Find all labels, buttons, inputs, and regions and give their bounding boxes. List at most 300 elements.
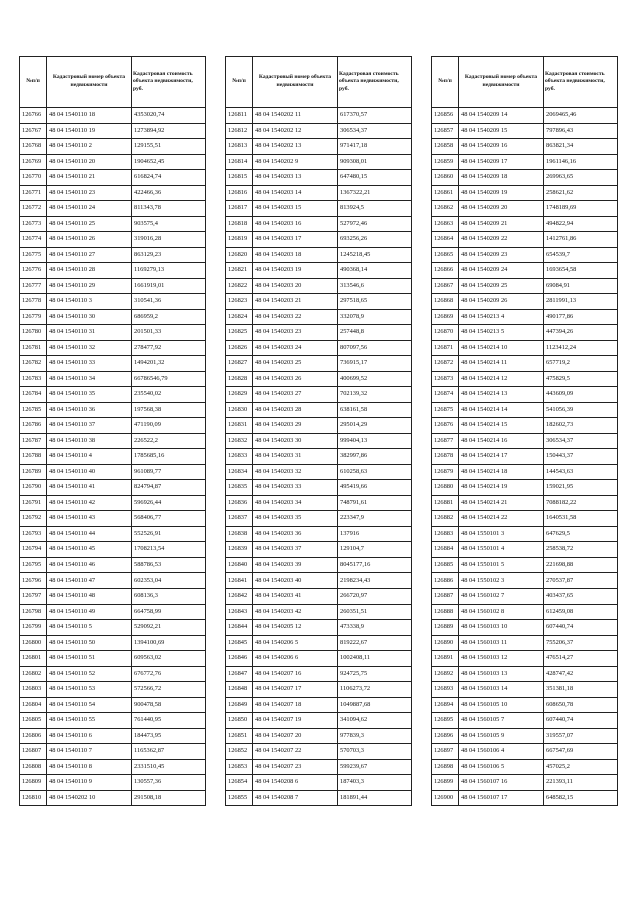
row-number: 126824: [226, 309, 253, 325]
cadastral-cost: 572566,72: [132, 682, 206, 698]
cadastral-number: 48 04 1540110 44: [47, 526, 132, 542]
table-row: [432, 635, 618, 651]
row-number: 126790: [20, 480, 47, 496]
row-number: 126775: [20, 247, 47, 263]
cadastral-cost: 647480,15: [338, 170, 412, 186]
cadastral-cost: 1412761,86: [544, 232, 618, 248]
row-number: 126818: [226, 216, 253, 232]
row-number: 126816: [226, 185, 253, 201]
row-number: 126887: [432, 588, 459, 604]
table-row: [20, 449, 206, 465]
table-row: [226, 557, 412, 573]
cadastral-cost: 1693654,58: [544, 263, 618, 279]
row-number: 126871: [432, 340, 459, 356]
cadastral-number: 48 04 1540214 12: [459, 371, 544, 387]
cadastral-number: 48 04 1540110 5: [47, 620, 132, 636]
table-row: [432, 666, 618, 682]
cadastral-cost: 1494201,32: [132, 356, 206, 372]
cadastral-number: 48 04 1540203 14: [253, 185, 338, 201]
header-num: №п/п: [20, 57, 47, 108]
table-row: [226, 604, 412, 620]
table-row: [432, 744, 618, 760]
cadastral-number: 48 04 1540207 16: [253, 666, 338, 682]
cadastral-number: 48 04 1540214 21: [459, 495, 544, 511]
row-number: 126833: [226, 449, 253, 465]
table-row: [20, 216, 206, 232]
row-number: 126890: [432, 635, 459, 651]
cadastral-number: 48 04 1540110 3: [47, 294, 132, 310]
row-number: 126777: [20, 278, 47, 294]
table-row: [432, 216, 618, 232]
cadastral-cost: 69084,91: [544, 278, 618, 294]
table-row: [432, 185, 618, 201]
cadastral-number: 48 04 1540203 22: [253, 309, 338, 325]
cadastral-cost: 654539,7: [544, 247, 618, 263]
cadastral-number: 48 04 1560103 13: [459, 666, 544, 682]
cadastral-cost: 187403,3: [338, 775, 412, 791]
table-row: [432, 247, 618, 263]
table-row: [432, 620, 618, 636]
cadastral-number: 48 04 1540110 38: [47, 433, 132, 449]
cadastral-number: 48 04 1540203 35: [253, 511, 338, 527]
row-number: 126815: [226, 170, 253, 186]
table-row: [226, 713, 412, 729]
table-header: [20, 57, 206, 108]
cadastral-number: 48 04 1540203 21: [253, 294, 338, 310]
cadastral-cost: 297518,65: [338, 294, 412, 310]
cadastral-cost: 1708213,54: [132, 542, 206, 558]
table-row: [226, 728, 412, 744]
table-row: [226, 201, 412, 217]
row-number: 126832: [226, 433, 253, 449]
table-row: [226, 511, 412, 527]
row-number: 126810: [20, 790, 47, 806]
table-row: [226, 232, 412, 248]
table-row: [226, 123, 412, 139]
cadastral-number: 48 04 1540110 52: [47, 666, 132, 682]
cadastral-cost: 761440,95: [132, 713, 206, 729]
row-number: 126830: [226, 402, 253, 418]
table-row: [20, 464, 206, 480]
row-number: 126885: [432, 557, 459, 573]
table-row: [20, 185, 206, 201]
cadastral-cost: 182602,73: [544, 418, 618, 434]
cadastral-number: 48 04 1540209 14: [459, 108, 544, 124]
row-number: 126807: [20, 744, 47, 760]
table-row: [226, 464, 412, 480]
cadastral-cost: 473338,9: [338, 620, 412, 636]
cadastral-number: 48 04 1540203 18: [253, 247, 338, 263]
table-row: [432, 728, 618, 744]
row-number: 126817: [226, 201, 253, 217]
row-number: 126882: [432, 511, 459, 527]
cadastral-cost: 310541,36: [132, 294, 206, 310]
cadastral-cost: 1661919,01: [132, 278, 206, 294]
cadastral-number: 48 04 1560102 8: [459, 604, 544, 620]
cadastral-cost: 181891,44: [338, 790, 412, 806]
cadastral-number: 48 04 1540207 18: [253, 697, 338, 713]
cadastral-cost: 664758,99: [132, 604, 206, 620]
cadastral-number: 48 04 1540110 37: [47, 418, 132, 434]
row-number: 126793: [20, 526, 47, 542]
cadastral-cost: 260351,51: [338, 604, 412, 620]
cadastral-number: 48 04 1540209 16: [459, 139, 544, 155]
cadastral-cost: 755206,37: [544, 635, 618, 651]
cadastral-number: 48 04 1540110 30: [47, 309, 132, 325]
cadastral-cost: 608136,3: [132, 588, 206, 604]
table-row: [226, 170, 412, 186]
cadastral-number: 48 04 1540203 29: [253, 418, 338, 434]
table-header: [432, 57, 618, 108]
cadastral-cost: 8045177,16: [338, 557, 412, 573]
cadastral-cost: 999404,13: [338, 433, 412, 449]
cadastral-cost: 403437,65: [544, 588, 618, 604]
cadastral-cost: 667547,69: [544, 744, 618, 760]
table-row: [20, 154, 206, 170]
cadastral-number: 48 04 1540110 34: [47, 371, 132, 387]
row-number: 126801: [20, 651, 47, 667]
table-row: [432, 340, 618, 356]
table-row: [20, 604, 206, 620]
cadastral-cost: 813924,5: [338, 201, 412, 217]
cadastral-cost: 961089,77: [132, 464, 206, 480]
table-body: [226, 108, 412, 806]
row-number: 126879: [432, 464, 459, 480]
cadastral-cost: 269963,65: [544, 170, 618, 186]
row-number: 126850: [226, 713, 253, 729]
cadastral-cost: 608650,78: [544, 697, 618, 713]
cadastral-cost: 129155,51: [132, 139, 206, 155]
cadastral-number: 48 04 1540207 19: [253, 713, 338, 729]
row-number: 126766: [20, 108, 47, 124]
table-row: [226, 294, 412, 310]
table-row: [226, 216, 412, 232]
cadastral-cost: 422466,36: [132, 185, 206, 201]
row-number: 126788: [20, 449, 47, 465]
tables-container: [19, 56, 621, 816]
cadastral-cost: 257448,8: [338, 325, 412, 341]
table-row: [20, 588, 206, 604]
cadastral-number: 48 04 1540202 10: [47, 790, 132, 806]
cadastral-number: 48 04 1540209 18: [459, 170, 544, 186]
cadastral-number: 48 04 1540203 32: [253, 464, 338, 480]
cadastral-number: 48 04 1540110 29: [47, 278, 132, 294]
cadastral-number: 48 04 1540110 50: [47, 635, 132, 651]
cadastral-number: 48 04 1540207 22: [253, 744, 338, 760]
cadastral-cost: 596926,44: [132, 495, 206, 511]
cadastral-number: 48 04 1540110 2: [47, 139, 132, 155]
cadastral-number: 48 04 1540110 32: [47, 340, 132, 356]
table-row: [20, 170, 206, 186]
cadastral-cost: 2198234,43: [338, 573, 412, 589]
cadastral-number: 48 04 1540214 18: [459, 464, 544, 480]
cadastral-cost: 266720,97: [338, 588, 412, 604]
row-number: 126804: [20, 697, 47, 713]
table-header: [226, 57, 412, 108]
cadastral-cost: 1165362,87: [132, 744, 206, 760]
table-row: [432, 123, 618, 139]
table-row: [20, 139, 206, 155]
table-row: [432, 759, 618, 775]
table-row: [20, 542, 206, 558]
cadastral-number: 48 04 1540110 48: [47, 588, 132, 604]
row-number: 126785: [20, 402, 47, 418]
table-row: [432, 433, 618, 449]
cadastral-number: 48 04 1540203 30: [253, 433, 338, 449]
cadastral-cost: 129104,7: [338, 542, 412, 558]
cadastral-cost: 201501,33: [132, 325, 206, 341]
row-number: 126825: [226, 325, 253, 341]
cadastral-number: 48 04 1540207 20: [253, 728, 338, 744]
cadastral-number: 48 04 1540203 42: [253, 604, 338, 620]
row-number: 126900: [432, 790, 459, 806]
table-row: [20, 744, 206, 760]
row-number: 126844: [226, 620, 253, 636]
table-row: [432, 775, 618, 791]
cadastral-number: 48 04 1540110 35: [47, 387, 132, 403]
row-number: 126803: [20, 682, 47, 698]
cadastral-cost: 1367322,21: [338, 185, 412, 201]
cadastral-cost: 819222,67: [338, 635, 412, 651]
cadastral-cost: 748791,61: [338, 495, 412, 511]
cadastral-cost: 197568,38: [132, 402, 206, 418]
table-row: [20, 495, 206, 511]
row-number: 126856: [432, 108, 459, 124]
row-number: 126873: [432, 371, 459, 387]
cadastral-number: 48 04 1540213 5: [459, 325, 544, 341]
row-number: 126880: [432, 480, 459, 496]
table-row: [20, 278, 206, 294]
cadastral-cost: 221393,11: [544, 775, 618, 791]
cadastral-number: 48 04 1540203 37: [253, 542, 338, 558]
cadastral-number: 48 04 1540110 55: [47, 713, 132, 729]
cadastral-cost: 223347,9: [338, 511, 412, 527]
table-row: [432, 526, 618, 542]
row-number: 126899: [432, 775, 459, 791]
table-row: [432, 557, 618, 573]
table-row: [20, 123, 206, 139]
row-number: 126875: [432, 402, 459, 418]
cadastral-number: 48 04 1540214 22: [459, 511, 544, 527]
table-row: [432, 139, 618, 155]
row-number: 126878: [432, 449, 459, 465]
cadastral-number: 48 04 1540110 51: [47, 651, 132, 667]
cadastral-number: 48 04 1540110 19: [47, 123, 132, 139]
row-number: 126893: [432, 682, 459, 698]
table-row: [432, 464, 618, 480]
cadastral-number: 48 04 1540202 13: [253, 139, 338, 155]
cadastral-cost: 144543,63: [544, 464, 618, 480]
cadastral-number: 48 04 1560107 17: [459, 790, 544, 806]
table-row: [432, 278, 618, 294]
cadastral-number: 48 04 1550101 4: [459, 542, 544, 558]
cadastral-cost: 1049887,68: [338, 697, 412, 713]
row-number: 126853: [226, 759, 253, 775]
row-number: 126782: [20, 356, 47, 372]
cadastral-cost: 977839,3: [338, 728, 412, 744]
header-cadastral: Кадастровый номер объекта недвижимости: [47, 57, 132, 108]
table-row: [432, 511, 618, 527]
row-number: 126897: [432, 744, 459, 760]
cadastral-number: 48 04 1540202 9: [253, 154, 338, 170]
table-row: [20, 713, 206, 729]
cadastral-number: 48 04 1540203 27: [253, 387, 338, 403]
row-number: 126851: [226, 728, 253, 744]
table-row: [226, 449, 412, 465]
cadastral-number: 48 04 1540209 15: [459, 123, 544, 139]
table-row: [226, 433, 412, 449]
cadastral-number: 48 04 1540110 47: [47, 573, 132, 589]
cadastral-cost: 494822,94: [544, 216, 618, 232]
row-number: 126811: [226, 108, 253, 124]
cadastral-number: 48 04 1540110 42: [47, 495, 132, 511]
row-number: 126823: [226, 294, 253, 310]
table-row: [20, 651, 206, 667]
cadastral-number: 48 04 1540203 17: [253, 232, 338, 248]
table-row: [432, 682, 618, 698]
table-row: [432, 309, 618, 325]
header-cadastral: Кадастровый номер объекта недвижимости: [253, 57, 338, 108]
table-row: [226, 790, 412, 806]
cadastral-number: 48 04 1540203 16: [253, 216, 338, 232]
cadastral-number: 48 04 1540205 12: [253, 620, 338, 636]
cadastral-cost: 184473,95: [132, 728, 206, 744]
cadastral-cost: 291508,18: [132, 790, 206, 806]
row-number: 126792: [20, 511, 47, 527]
row-number: 126841: [226, 573, 253, 589]
table-row: [20, 232, 206, 248]
cadastral-cost: 693256,26: [338, 232, 412, 248]
row-number: 126795: [20, 557, 47, 573]
row-number: 126876: [432, 418, 459, 434]
table-row: [20, 371, 206, 387]
table-row: [226, 666, 412, 682]
cadastral-number: 48 04 1560107 16: [459, 775, 544, 791]
row-number: 126809: [20, 775, 47, 791]
cadastral-cost: 457025,2: [544, 759, 618, 775]
cadastral-number: 48 04 1540203 31: [253, 449, 338, 465]
row-number: 126772: [20, 201, 47, 217]
row-number: 126847: [226, 666, 253, 682]
table-row: [226, 744, 412, 760]
row-number: 126799: [20, 620, 47, 636]
table-row: [432, 790, 618, 806]
cadastral-table-3: [431, 56, 618, 806]
row-number: 126896: [432, 728, 459, 744]
table-row: [432, 697, 618, 713]
table-row: [432, 402, 618, 418]
table-row: [20, 433, 206, 449]
table-row: [226, 371, 412, 387]
cadastral-cost: 686959,2: [132, 309, 206, 325]
table-row: [226, 697, 412, 713]
row-number: 126888: [432, 604, 459, 620]
row-number: 126767: [20, 123, 47, 139]
cadastral-cost: 527972,46: [338, 216, 412, 232]
cadastral-number: 48 04 1540214 10: [459, 340, 544, 356]
cadastral-number: 48 04 1540203 28: [253, 402, 338, 418]
cadastral-cost: 971417,18: [338, 139, 412, 155]
row-number: 126868: [432, 294, 459, 310]
table-row: [20, 697, 206, 713]
cadastral-cost: 332078,9: [338, 309, 412, 325]
cadastral-number: 48 04 1540207 23: [253, 759, 338, 775]
cadastral-number: 48 04 1540209 17: [459, 154, 544, 170]
row-number: 126784: [20, 387, 47, 403]
table-row: [20, 387, 206, 403]
cadastral-cost: 648582,15: [544, 790, 618, 806]
row-number: 126895: [432, 713, 459, 729]
row-number: 126881: [432, 495, 459, 511]
cadastral-number: 48 04 1540203 13: [253, 170, 338, 186]
cadastral-number: 48 04 1540208 7: [253, 790, 338, 806]
table-row: [432, 495, 618, 511]
cadastral-number: 48 04 1540214 14: [459, 402, 544, 418]
cadastral-number: 48 04 1550101 5: [459, 557, 544, 573]
cadastral-table-1: [19, 56, 206, 806]
table-row: [226, 542, 412, 558]
row-number: 126845: [226, 635, 253, 651]
cadastral-number: 48 04 1540203 41: [253, 588, 338, 604]
cadastral-cost: 617370,57: [338, 108, 412, 124]
cadastral-cost: 306534,37: [544, 433, 618, 449]
cadastral-cost: 150443,37: [544, 449, 618, 465]
cadastral-cost: 4353020,74: [132, 108, 206, 124]
cadastral-number: 48 04 1560105 10: [459, 697, 544, 713]
table-row: [226, 185, 412, 201]
row-number: 126843: [226, 604, 253, 620]
cadastral-number: 48 04 1540110 43: [47, 511, 132, 527]
cadastral-cost: 647629,5: [544, 526, 618, 542]
row-number: 126862: [432, 201, 459, 217]
row-number: 126768: [20, 139, 47, 155]
cadastral-number: 48 04 1540209 21: [459, 216, 544, 232]
row-number: 126826: [226, 340, 253, 356]
cadastral-number: 48 04 1540203 19: [253, 263, 338, 279]
row-number: 126834: [226, 464, 253, 480]
table-row: [20, 790, 206, 806]
cadastral-cost: 137916: [338, 526, 412, 542]
cadastral-number: 48 04 1540110 28: [47, 263, 132, 279]
cadastral-cost: 1904652,45: [132, 154, 206, 170]
cadastral-number: 48 04 1550101 3: [459, 526, 544, 542]
table-row: [226, 108, 412, 124]
cadastral-number: 48 04 1540110 4: [47, 449, 132, 465]
row-number: 126894: [432, 697, 459, 713]
cadastral-number: 48 04 1540203 40: [253, 573, 338, 589]
header-cost: Кадастровая стоимость объекта недвижимости, руб.: [132, 57, 206, 108]
table-row: [20, 620, 206, 636]
table-row: [20, 247, 206, 263]
row-number: 126857: [432, 123, 459, 139]
row-number: 126776: [20, 263, 47, 279]
cadastral-cost: 400699,52: [338, 371, 412, 387]
cadastral-cost: 1785685,16: [132, 449, 206, 465]
cadastral-number: 48 04 1540110 40: [47, 464, 132, 480]
table-row: [226, 480, 412, 496]
cadastral-cost: 306534,37: [338, 123, 412, 139]
table-row: [226, 309, 412, 325]
row-number: 126831: [226, 418, 253, 434]
table-row: [226, 682, 412, 698]
cadastral-number: 48 04 1540110 18: [47, 108, 132, 124]
row-number: 126812: [226, 123, 253, 139]
cadastral-cost: 1273894,92: [132, 123, 206, 139]
cadastral-number: 48 04 1540202 12: [253, 123, 338, 139]
cadastral-cost: 607440,74: [544, 713, 618, 729]
table-row: [226, 620, 412, 636]
table-row: [432, 170, 618, 186]
